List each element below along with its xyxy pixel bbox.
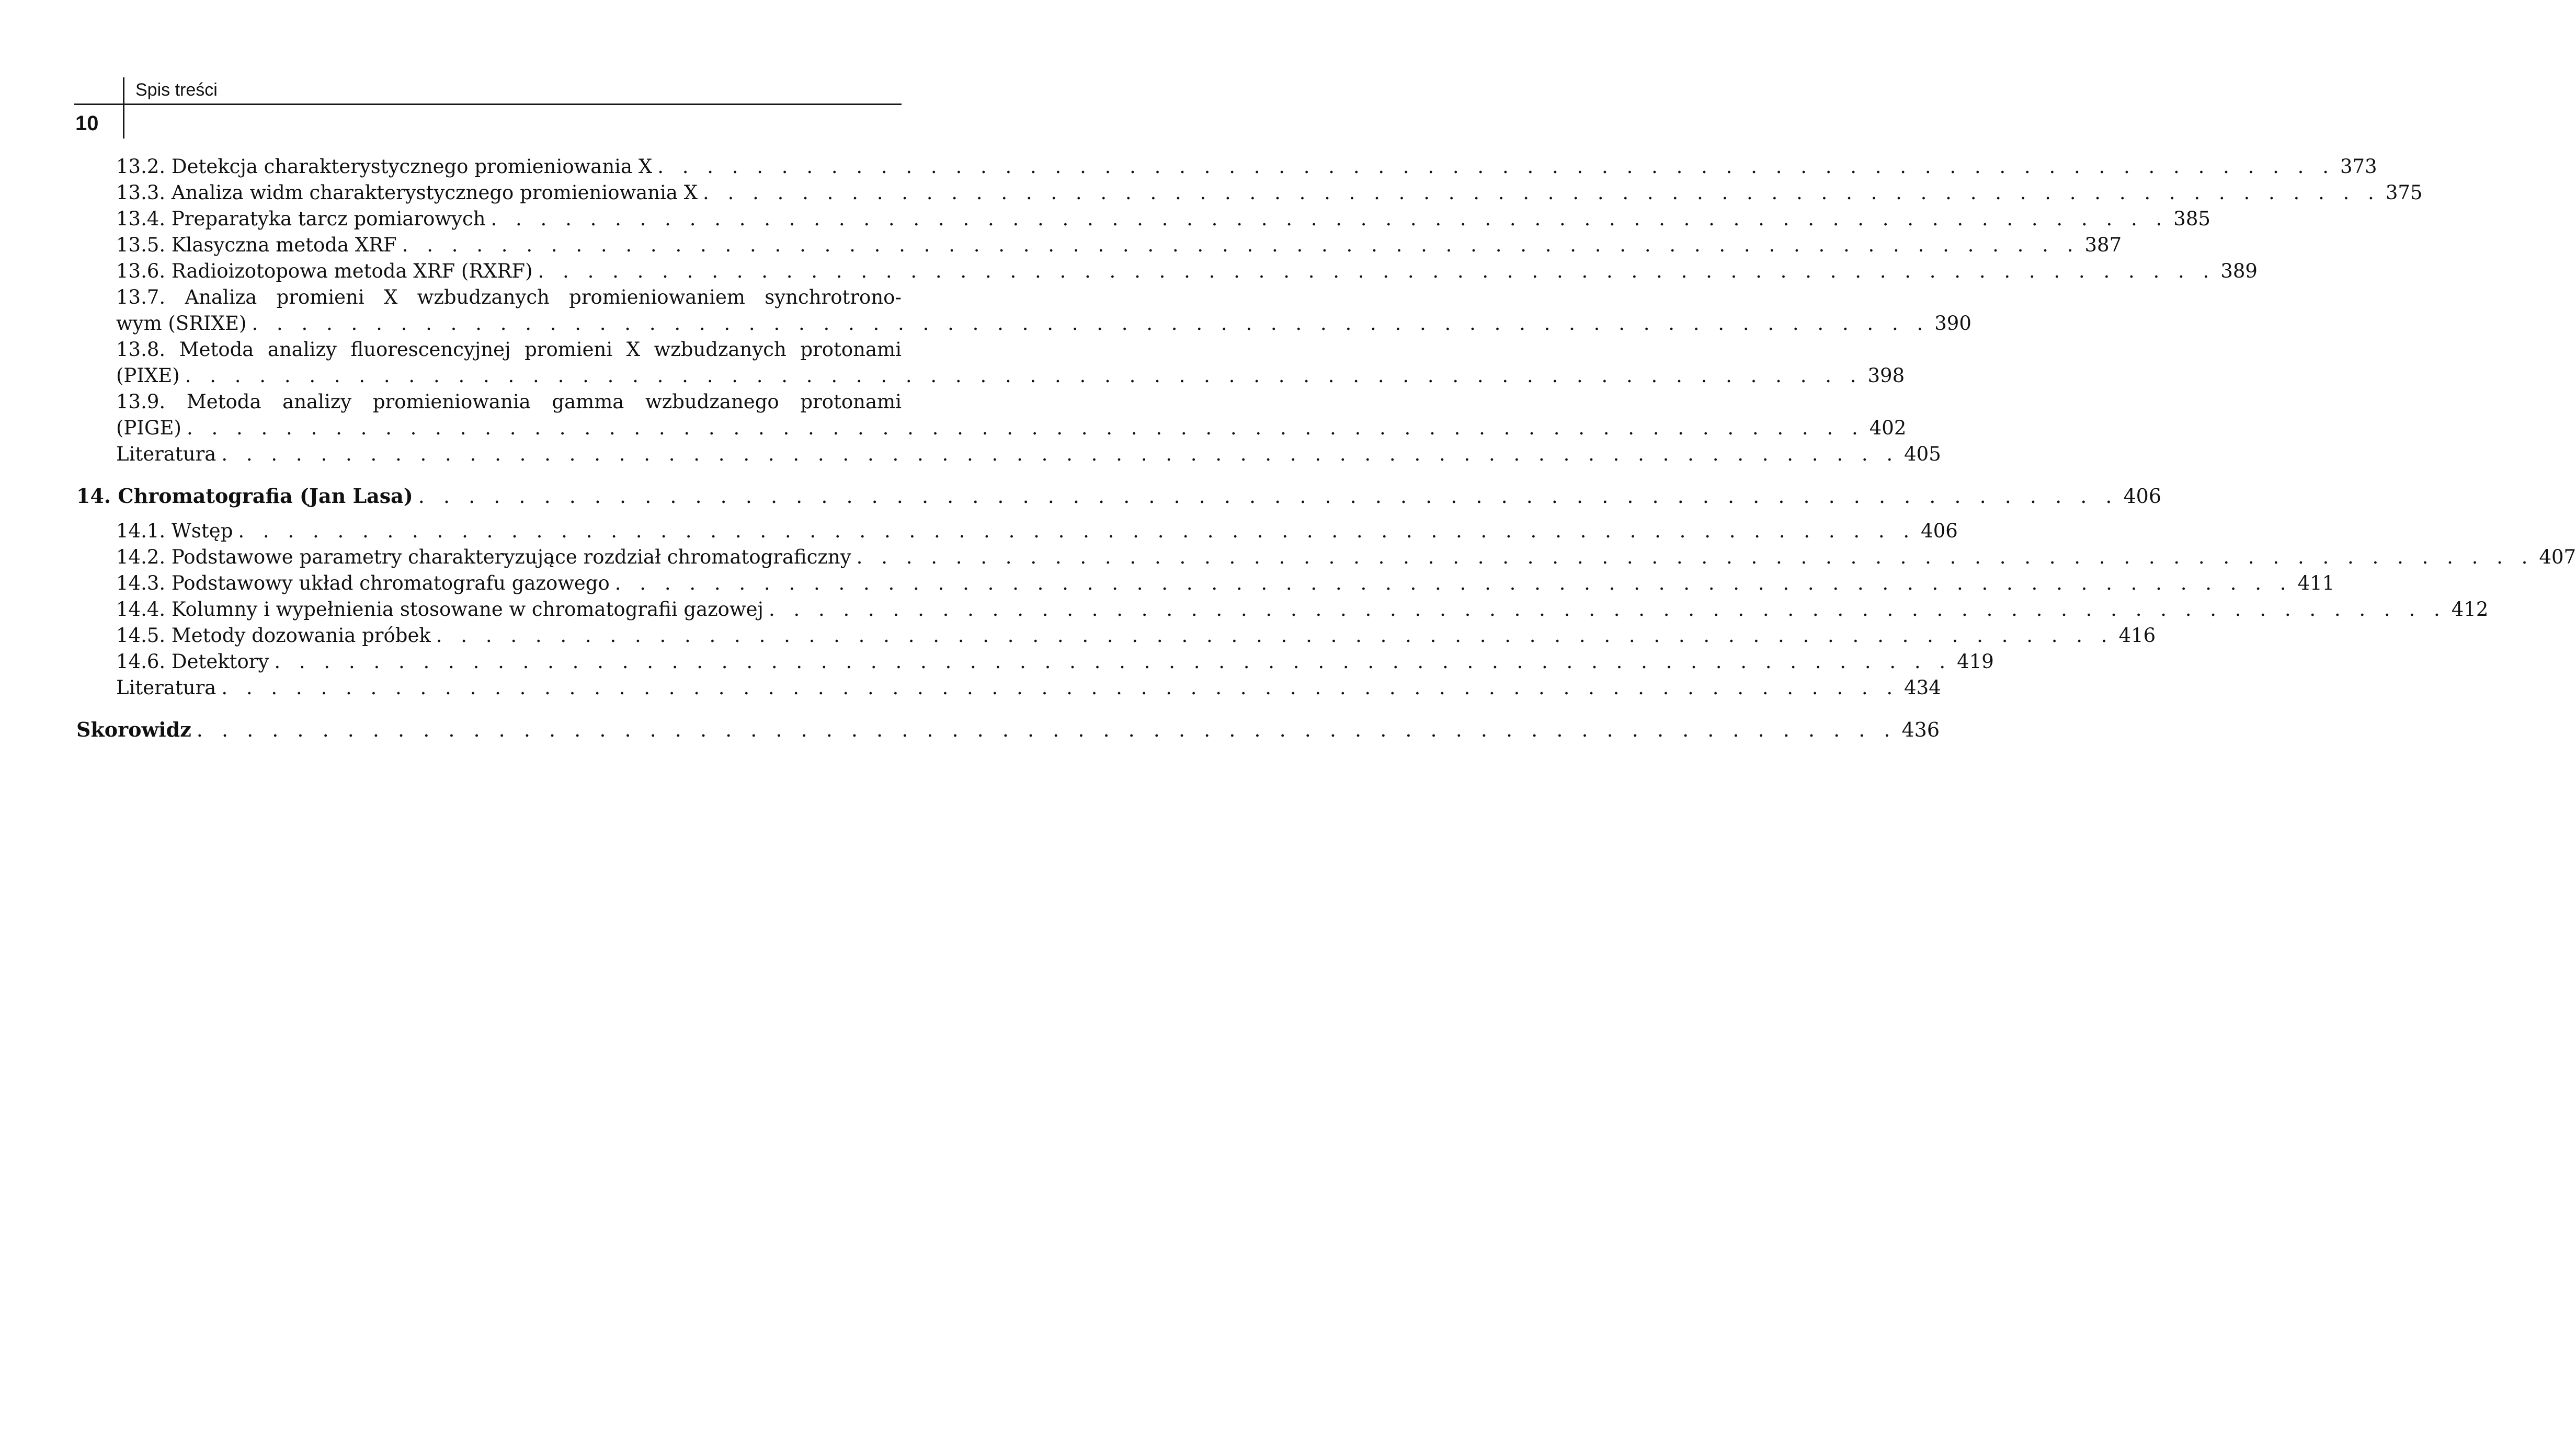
- dot-leader: . . . . . . . . . . . . . . . . . . . . . . . . . . . . . . . . . . . . . . . . . . . . . . . . . . . . . . . . . . . . . . . . . . . .: [768, 598, 2446, 621]
- dot-leader: . . . . . . . . . . . . . . . . . . . . . . . . . . . . . . . . . . . . . . . . . . . . . . . . . . . . . . . . . . . . . . . . . . . .: [703, 181, 2380, 204]
- toc-entry-title: 14.3. Podstawowy układ chromatografu gazowego: [116, 572, 610, 594]
- toc-entry-page: 389: [2220, 260, 2258, 282]
- toc-entry-title: wym (SRIXE): [116, 312, 247, 335]
- toc-word: analizy: [267, 338, 337, 361]
- page-number: 10: [75, 112, 99, 135]
- toc-entry-13-4: [116, 208, 2210, 231]
- toc-entry-title: Literatura: [116, 676, 216, 699]
- dot-leader: . . . . . . . . . . . . . . . . . . . . . . . . . . . . . . . . . . . . . . . . . . . . . . . . . . . . . . . . . . . . . . . . . . . .: [238, 520, 1916, 542]
- toc-entry-14-4: [116, 598, 2489, 621]
- dot-leader: . . . . . . . . . . . . . . . . . . . . . . . . . . . . . . . . . . . . . . . . . . . . . . . . . . . . . . . . . . . . . . . . . . . .: [221, 676, 1899, 699]
- toc-entry-13-7: [116, 312, 1971, 335]
- toc-entry-page: 436: [1901, 718, 1940, 741]
- toc-entry-page: 405: [1904, 443, 1941, 465]
- toc-entry-13-3: [116, 181, 2423, 204]
- toc-word: protonami: [800, 391, 902, 413]
- toc-entry-page: 406: [1921, 520, 1958, 542]
- toc-entry-page: 406: [2123, 485, 2161, 508]
- toc-word: Analiza: [185, 286, 257, 308]
- toc-word: wzbudzanego: [645, 391, 779, 413]
- toc-entry-title: 13.6. Radioizotopowa metoda XRF (RXRF): [116, 260, 533, 282]
- toc-entry-page: 402: [1869, 417, 1907, 439]
- toc-word: fluorescencyjnej: [350, 338, 511, 361]
- dot-leader: . . . . . . . . . . . . . . . . . . . . . . . . . . . . . . . . . . . . . . . . . . . . . . . . . . . . . . . . . . . . . . . . . . . .: [418, 485, 2118, 508]
- dot-leader: . . . . . . . . . . . . . . . . . . . . . . . . . . . . . . . . . . . . . . . . . . . . . . . . . . . . . . . . . . . . . . . . . . . .: [252, 312, 1930, 335]
- toc-word: promieni: [525, 338, 613, 361]
- toc-entry-page: 411: [2297, 572, 2335, 594]
- toc-word: Metoda: [186, 391, 261, 413]
- toc-entry-title: 14.1. Wstęp: [116, 520, 233, 542]
- toc-word: 13.9.: [116, 391, 166, 413]
- toc-word: analizy: [282, 391, 352, 413]
- toc-entry-14-2: [116, 546, 2576, 569]
- toc-entry-literatura-14: [116, 676, 1941, 699]
- toc-entry-title: 14.4. Kolumny i wypełnienia stosowane w chromatografii gazowej: [116, 598, 763, 621]
- toc-entry-page: 412: [2451, 598, 2489, 621]
- running-head-title: Spis treści: [135, 80, 218, 100]
- toc-word: wzbudzanych: [654, 338, 787, 361]
- toc-entry-page: 373: [2340, 155, 2377, 178]
- dot-leader: . . . . . . . . . . . . . . . . . . . . . . . . . . . . . . . . . . . . . . . . . . . . . . . . . . . . . . . . . . . . . . . . . . . .: [657, 155, 2335, 178]
- toc-word: 13.8.: [116, 338, 166, 361]
- toc-entry-13-8-line1: [116, 338, 902, 361]
- toc-entry-14-6: [116, 650, 1994, 673]
- toc-word: promieni: [276, 286, 364, 308]
- toc-entry-title: (PIGE): [116, 417, 181, 439]
- toc-chapter-title: 14. Chromatografia (Jan Lasa): [76, 484, 413, 508]
- toc-word: X: [384, 286, 398, 308]
- toc-word: X: [626, 338, 641, 361]
- toc-word: promieniowaniem: [569, 286, 745, 308]
- toc-index: [76, 718, 1940, 741]
- toc-entry-title: 14.2. Podstawowe parametry charakteryzujące rozdział chromatograficzny: [116, 546, 851, 568]
- toc-entry-13-9-line1: [116, 391, 902, 414]
- dot-leader: . . . . . . . . . . . . . . . . . . . . . . . . . . . . . . . . . . . . . . . . . . . . . . . . . . . . . . . . . . . . . . . . . . . .: [274, 650, 1952, 673]
- toc-entry-literatura-13: [116, 443, 1941, 466]
- toc-word: promieniowania: [372, 391, 531, 413]
- toc-entry-page: 419: [1957, 650, 1994, 673]
- toc-entry-title: 13.3. Analiza widm charakterystycznego promieniowania X: [116, 181, 698, 204]
- toc-entry-14-3: [116, 572, 2335, 595]
- toc-entry-13-7-line1: [116, 286, 902, 309]
- toc-entry-14-1: [116, 520, 1958, 543]
- toc-word: protonami: [800, 338, 902, 361]
- toc-entry-13-9: [116, 417, 1907, 440]
- toc-entry-title: 13.2. Detekcja charakterystycznego promieniowania X: [116, 155, 653, 178]
- toc-entry-page: 398: [1867, 364, 1905, 387]
- dot-leader: . . . . . . . . . . . . . . . . . . . . . . . . . . . . . . . . . . . . . . . . . . . . . . . . . . . . . . . . . . . . . . . . . . . .: [221, 443, 1899, 465]
- dot-leader: . . . . . . . . . . . . . . . . . . . . . . . . . . . . . . . . . . . . . . . . . . . . . . . . . . . . . . . . . . . . . . . . . . . .: [185, 364, 1863, 387]
- toc-entry-page: 387: [2084, 234, 2122, 256]
- toc-word: gamma: [552, 391, 624, 413]
- toc-entry-13-5: [116, 234, 2122, 257]
- toc-entry-title: 13.5. Klasyczna metoda XRF: [116, 234, 397, 256]
- dot-leader: . . . . . . . . . . . . . . . . . . . . . . . . . . . . . . . . . . . . . . . . . . . . . . . . . . . . . . . . . . . . . . . . . . . .: [491, 208, 2169, 230]
- toc-entry-page: 416: [2118, 624, 2156, 647]
- toc-chapter-14: [76, 484, 2161, 508]
- toc-entry-title: Literatura: [116, 443, 216, 465]
- toc-entry-13-2: [116, 155, 2377, 178]
- toc-entry-title: (PIXE): [116, 364, 180, 387]
- toc-entry-page: 407: [2539, 546, 2576, 568]
- dot-leader: . . . . . . . . . . . . . . . . . . . . . . . . . . . . . . . . . . . . . . . . . . . . . . . . . . . . . . . . . . . . . . . . . . . .: [402, 234, 2080, 256]
- toc-entry-title: 13.4. Preparatyka tarcz pomiarowych: [116, 208, 486, 230]
- dot-leader: . . . . . . . . . . . . . . . . . . . . . . . . . . . . . . . . . . . . . . . . . . . . . . . . . . . . . . . . . . . . . . . . . . . .: [436, 624, 2114, 647]
- toc-entry-13-6: [116, 260, 2258, 283]
- dot-leader: . . . . . . . . . . . . . . . . . . . . . . . . . . . . . . . . . . . . . . . . . . . . . . . . . . . . . . . . . . . . . . . . . . . .: [856, 546, 2534, 568]
- toc-entry-title: 14.6. Detektory: [116, 650, 269, 673]
- dot-leader: . . . . . . . . . . . . . . . . . . . . . . . . . . . . . . . . . . . . . . . . . . . . . . . . . . . . . . . . . . . . . . . . . . . .: [538, 260, 2216, 282]
- toc-entry-14-5: [116, 624, 2156, 647]
- toc-entry-page: 375: [2385, 181, 2423, 204]
- dot-leader: . . . . . . . . . . . . . . . . . . . . . . . . . . . . . . . . . . . . . . . . . . . . . . . . . . . . . . . . . . . . . . . . . . . .: [196, 718, 1897, 741]
- toc-entry-title: 14.5. Metody dozowania próbek: [116, 624, 431, 647]
- toc-chapter-title: Skorowidz: [76, 718, 191, 741]
- dot-leader: . . . . . . . . . . . . . . . . . . . . . . . . . . . . . . . . . . . . . . . . . . . . . . . . . . . . . . . . . . . . . . . . . . . .: [186, 417, 1864, 439]
- toc-word: Metoda: [179, 338, 254, 361]
- toc-entry-13-8: [116, 364, 1905, 387]
- toc-entry-page: 390: [1934, 312, 1971, 335]
- toc-word: synchrotrono-: [765, 286, 902, 308]
- dot-leader: . . . . . . . . . . . . . . . . . . . . . . . . . . . . . . . . . . . . . . . . . . . . . . . . . . . . . . . . . . . . . . . . . . . .: [614, 572, 2293, 594]
- toc-word: wzbudzanych: [417, 286, 550, 308]
- toc-entry-page: 434: [1904, 676, 1941, 699]
- toc-word: 13.7.: [116, 286, 166, 308]
- toc-entry-page: 385: [2173, 208, 2210, 230]
